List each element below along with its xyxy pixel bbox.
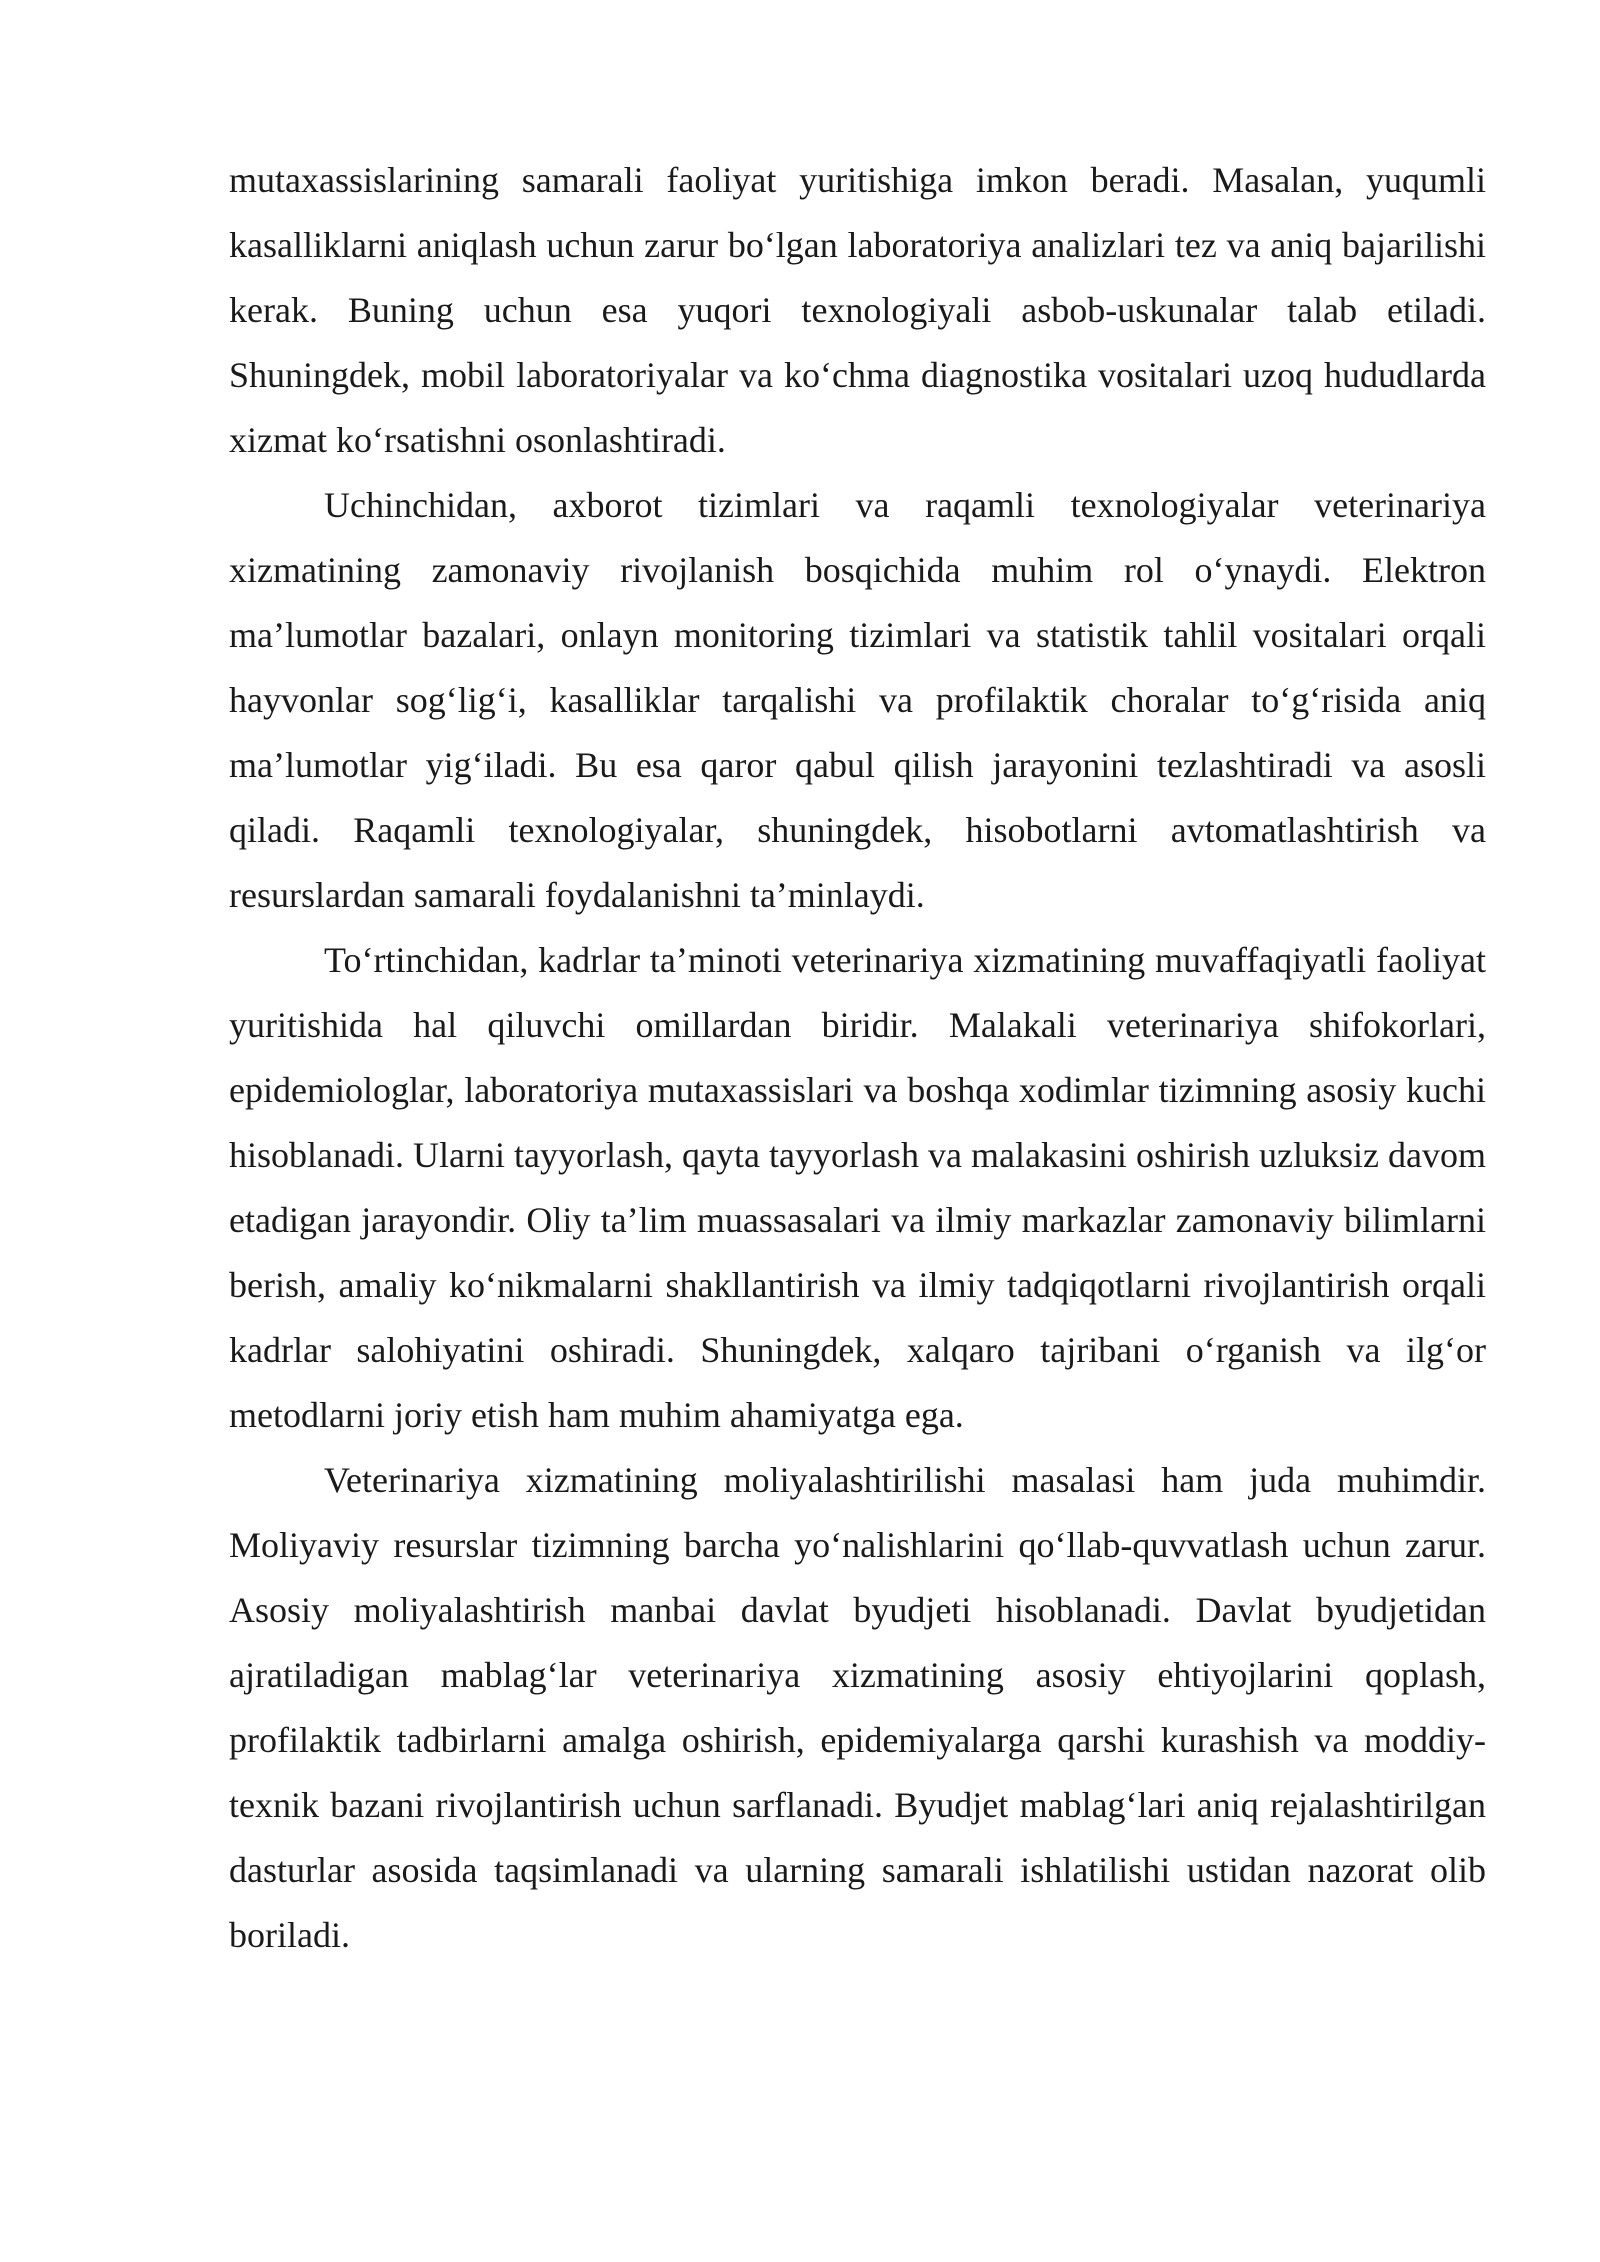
paragraph-1: mutaxassislarining samarali faoliyat yuritishiga imkon beradi. Masalan, yuqumli kasalliklarni aniqlash uchun zarur bo‘lgan laboratoriya analizlari tez va aniq bajarilishi kerak. Buning uchun esa yuqori texnologiyali asbob-uskunalar talab etiladi. Shuningdek, mobil laboratoriyalar va ko‘chma diagnostika vositalari uzoq hududlarda xizmat ko‘rsatishni osonlashtiradi. [229,160,1486,460]
paragraph-4: Veterinariya xizmatining moliyalashtirilishi masalasi ham juda muhimdir. Moliyaviy resurslar tizimning barcha yo‘nalishlarini qo‘llab-quvvatlash uchun zarur. Asosiy moliyalashtirish manbai davlat byudjeti hisoblanadi. Davlat byudjetidan ajratiladigan mablag‘lar veterinariya xizmatining asosiy ehtiyojlarini qoplash, profilaktik tadbirlarni amalga oshirish, epidemiyalarga qarshi kurashish va moddiy-texnik bazani rivojlantirish uchun sarflanadi. Byudjet mablag‘lari aniq rejalashtirilgan dasturlar asosida taqsimlanadi va ularning samarali ishlatilishi ustidan nazorat olib boriladi. [229,1460,1486,1955]
paragraph-2: Uchinchidan, axborot tizimlari va raqamli texnologiyalar veterinariya xizmatining zamonaviy rivojlanish bosqichida muhim rol o‘ynaydi. Elektron ma’lumotlar bazalari, onlayn monitoring tizimlari va statistik tahlil vositalari orqali hayvonlar sog‘lig‘i, kasalliklar tarqalishi va profilaktik choralar to‘g‘risida aniq ma’lumotlar yig‘iladi. Bu esa qaror qabul qilish jarayonini tezlashtiradi va asosli qiladi. Raqamli texnologiyalar, shuningdek, hisobotlarni avtomatlashtirish va resurslardan samarali foydalanishni ta’minlaydi. [229,485,1486,915]
document-body [229,148,1486,1968]
paragraph-3: To‘rtinchidan, kadrlar ta’minoti veterinariya xizmatining muvaffaqiyatli faoliyat yuritishida hal qiluvchi omillardan biridir. Malakali veterinariya shifokorlari, epidemiologlar, laboratoriya mutaxassislari va boshqa xodimlar tizimning asosiy kuchi hisoblanadi. Ularni tayyorlash, qayta tayyorlash va malakasini oshirish uzluksiz davom etadigan jarayondir. Oliy ta’lim muassasalari va ilmiy markazlar zamonaviy bilimlarni berish, amaliy ko‘nikmalarni shakllantirish va ilmiy tadqiqotlarni rivojlantirish orqali kadrlar salohiyatini oshiradi. Shuningdek, xalqaro tajribani o‘rganish va ilg‘or metodlarni joriy etish ham muhim ahamiyatga ega. [229,940,1486,1435]
